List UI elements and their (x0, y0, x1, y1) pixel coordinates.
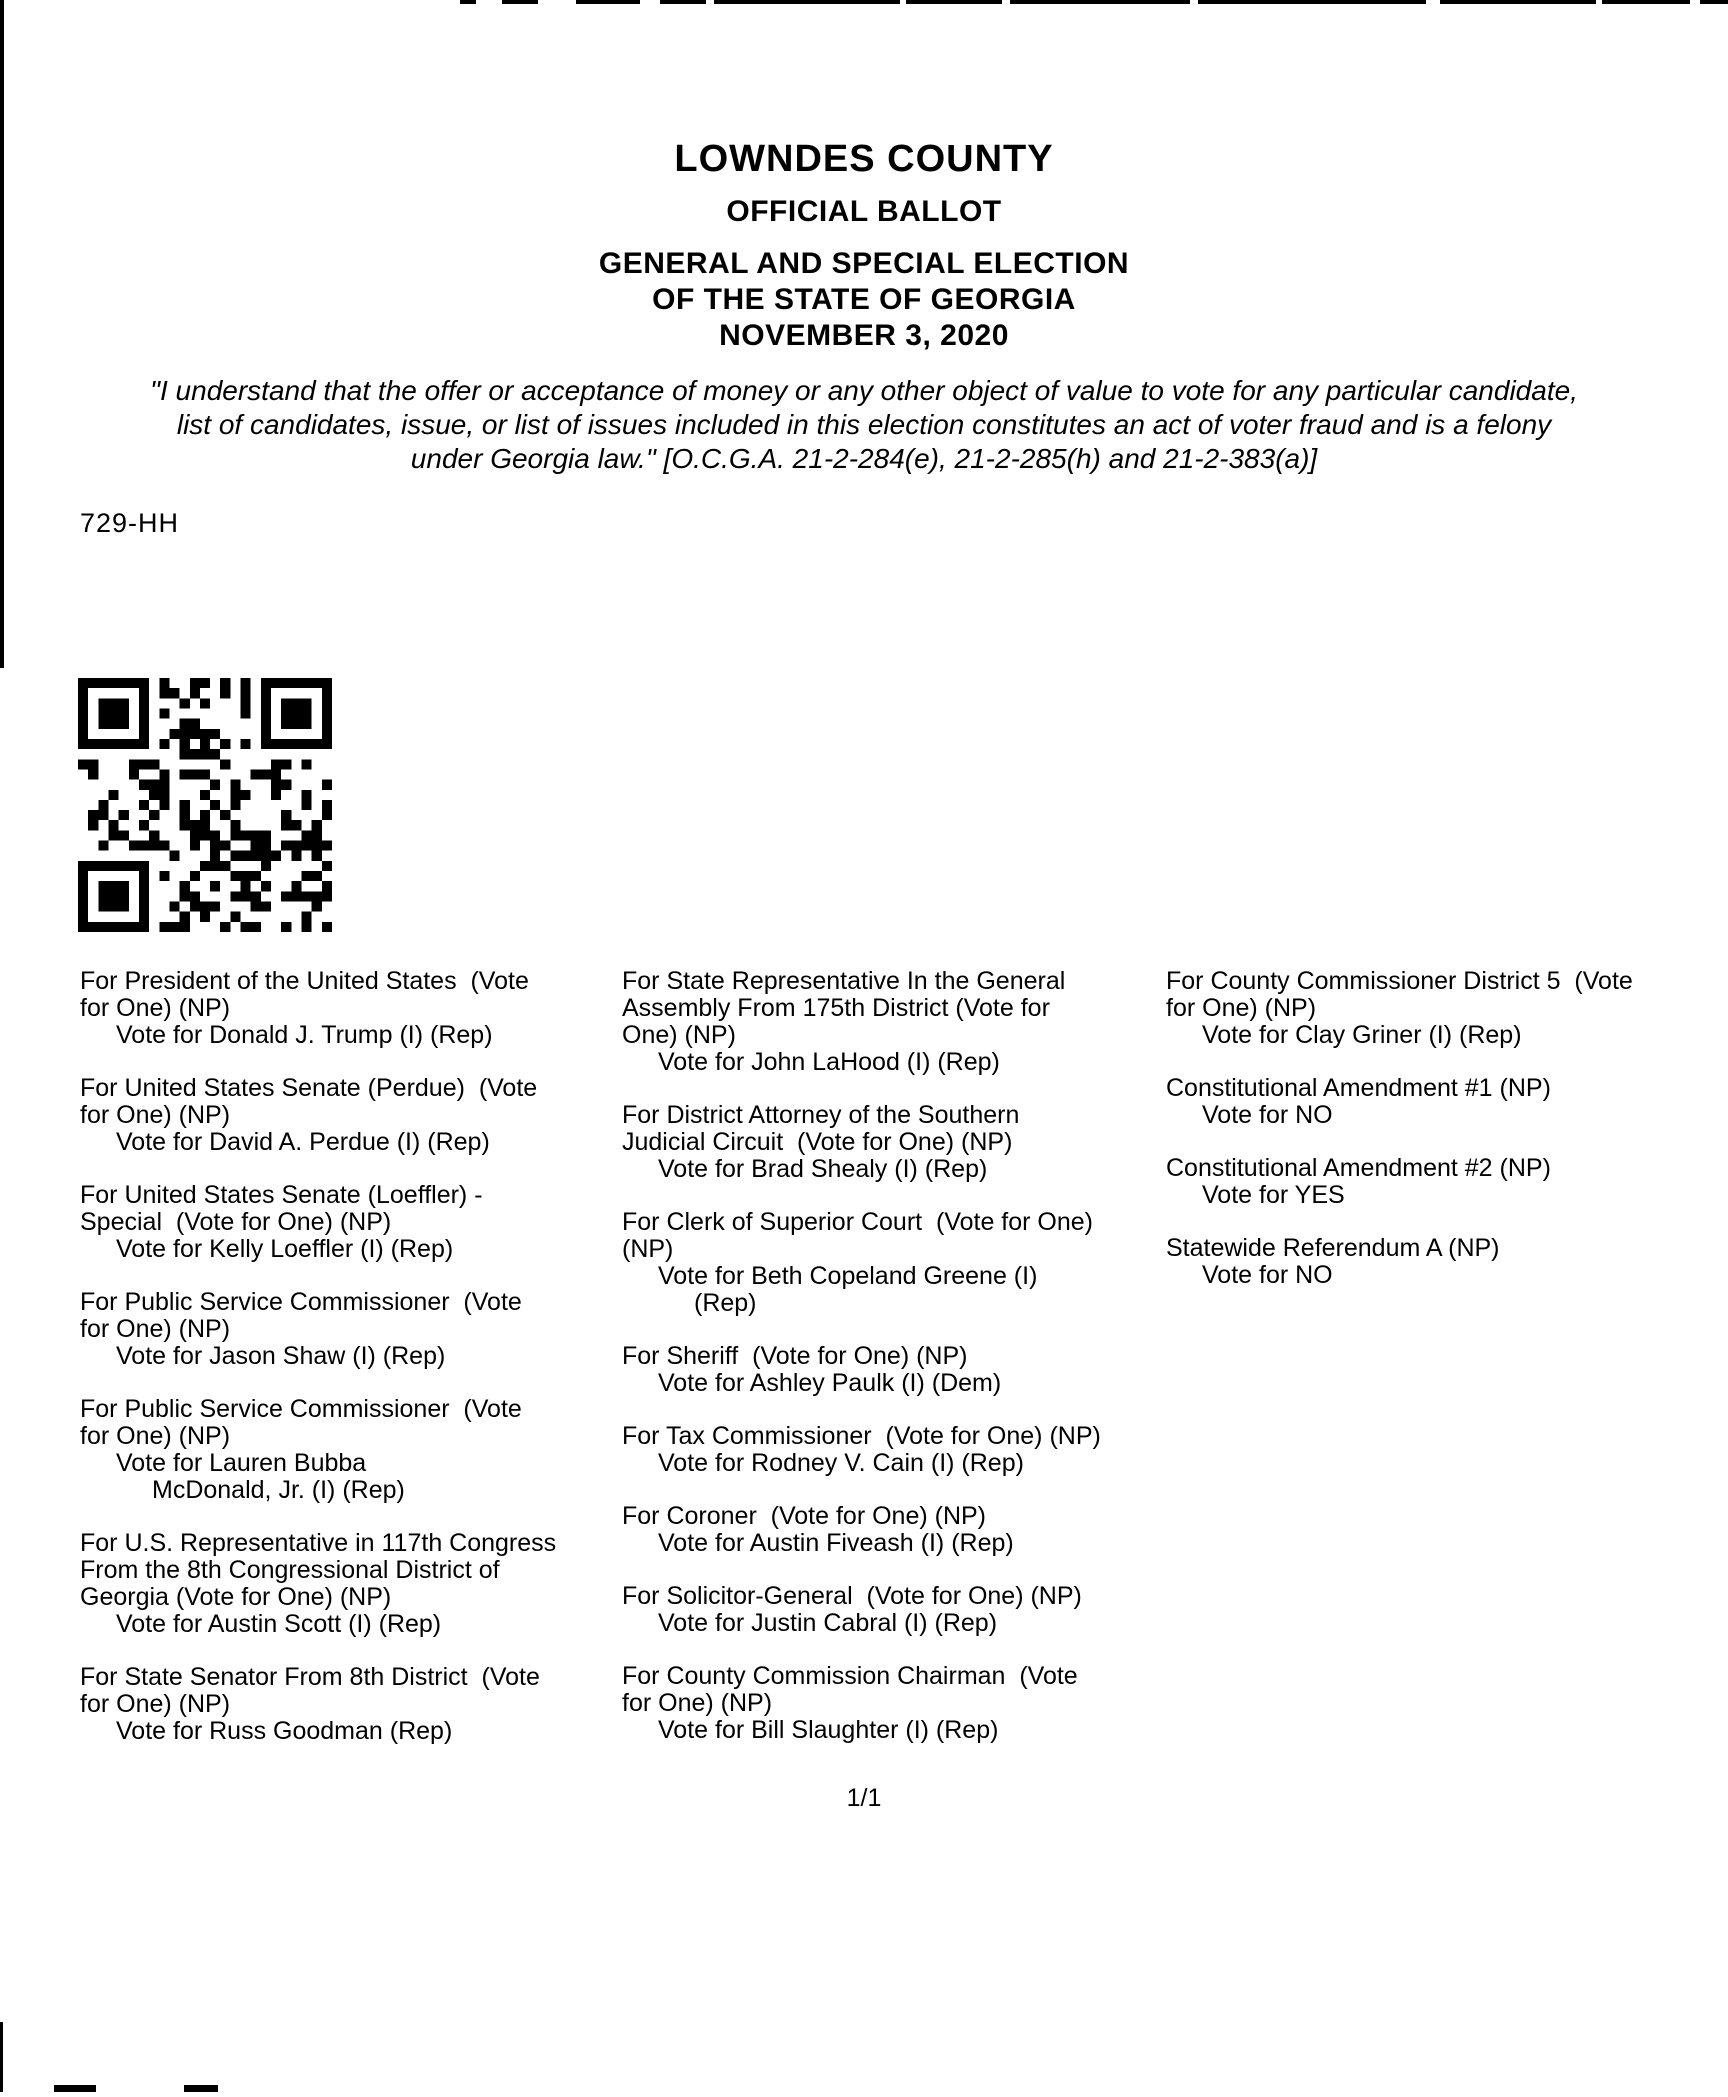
contest-title-line: For United States Senate (Loeffler) - (80, 1181, 483, 1209)
disclaimer-line: under Georgia law." [O.C.G.A. 21-2-284(e), 21-2-285(h) and 21-2-383(a)] (410, 443, 1318, 474)
contest-title-line: For State Senator From 8th District (Vote (80, 1663, 540, 1691)
election-title-line: NOVEMBER 3, 2020 (719, 319, 1009, 352)
contest-title-line: For Sheriff (Vote for One) (NP) (622, 1342, 968, 1370)
scan-artifact-left-edge-bottom (0, 2022, 3, 2092)
contest-title-line: Statewide Referendum A (NP) (1166, 1234, 1500, 1262)
contest-title-line: For State Representative In the General (622, 967, 1066, 995)
contest-title-line: For Tax Commissioner (Vote for One) (NP) (622, 1422, 1101, 1450)
contest (80, 1182, 625, 1263)
contest-title-line: For President of the United States (Vote (80, 967, 529, 995)
county-title: LOWNDES COUNTY (674, 138, 1054, 180)
ballot-header (0, 137, 1728, 354)
contest-title-line: For Public Service Commissioner (Vote (80, 1395, 522, 1423)
vote-selection-line: Vote for John LaHood (I) (Rep) (658, 1048, 1000, 1076)
contest-title-line: Constitutional Amendment #2 (NP) (1166, 1154, 1551, 1182)
disclaimer-line: "I understand that the offer or acceptance of money or any other object of value to vote for any particular candidate, (150, 375, 1578, 406)
contest-title-line: Assembly From 175th District (Vote for (622, 994, 1050, 1022)
contest-title-line: For Public Service Commissioner (Vote (80, 1288, 522, 1316)
contest (622, 1423, 1172, 1477)
vote-selection-line: Vote for David A. Perdue (I) (Rep) (116, 1128, 490, 1156)
contest-title-line: Georgia (Vote for One) (NP) (80, 1583, 392, 1611)
qr-code (78, 678, 332, 932)
vote-selection-line: Vote for Beth Copeland Greene (I) (658, 1262, 1038, 1290)
vote-selection-line: Vote for NO (1202, 1101, 1333, 1129)
contest-title-line: for One) (NP) (80, 1690, 231, 1718)
contest (622, 1102, 1172, 1183)
contest-title-line: for One) (NP) (80, 994, 231, 1022)
contest (80, 1075, 625, 1156)
scan-artifact-bottom-dash (184, 2085, 218, 2092)
contest-title-line: For County Commission Chairman (Vote (622, 1662, 1078, 1690)
contest-title-line: One) (NP) (622, 1021, 736, 1049)
contest-column-1 (80, 968, 625, 1771)
contest-title-line: For Clerk of Superior Court (Vote for One) (622, 1208, 1094, 1236)
contest-column-2 (622, 968, 1172, 1770)
contest-title-line: Special (Vote for One) (NP) (80, 1208, 392, 1236)
contest-title-line: From the 8th Congressional District of (80, 1556, 500, 1584)
contest (80, 968, 625, 1049)
vote-selection-line: Vote for Donald J. Trump (I) (Rep) (116, 1021, 493, 1049)
contest-title-line: for One) (NP) (1166, 994, 1317, 1022)
contest-title-line: For County Commissioner District 5 (Vote (1166, 967, 1633, 995)
ballot-type-title: OFFICIAL BALLOT (726, 195, 1002, 228)
scan-artifact-bottom-dash (54, 2085, 96, 2092)
vote-selection-line: Vote for Russ Goodman (Rep) (116, 1717, 453, 1745)
election-title-line: OF THE STATE OF GEORGIA (652, 283, 1076, 316)
contest-title-line: for One) (NP) (622, 1689, 773, 1717)
election-title-line: GENERAL AND SPECIAL ELECTION (598, 247, 1130, 280)
contest-title-line: For Solicitor-General (Vote for One) (NP) (622, 1582, 1082, 1610)
vote-selection-line: Vote for Rodney V. Cain (I) (Rep) (658, 1449, 1024, 1477)
vote-selection-line: McDonald, Jr. (I) (Rep) (152, 1476, 405, 1504)
contest (622, 1343, 1172, 1397)
contest-title-line: Constitutional Amendment #1 (NP) (1166, 1074, 1551, 1102)
vote-selection-line: Vote for Clay Griner (I) (Rep) (1202, 1021, 1522, 1049)
contest (1166, 1235, 1728, 1289)
contest (80, 1530, 625, 1638)
precinct-code: 729-HH (80, 508, 180, 538)
vote-selection-line: Vote for Kelly Loeffler (I) (Rep) (116, 1235, 454, 1263)
contest-title-line: for One) (NP) (80, 1422, 231, 1450)
contest-title-line: For District Attorney of the Southern (622, 1101, 1020, 1129)
contest (622, 1663, 1172, 1744)
vote-selection-line: Vote for Jason Shaw (I) (Rep) (116, 1342, 446, 1370)
vote-selection-line: Vote for Austin Scott (I) (Rep) (116, 1610, 442, 1638)
contest (80, 1396, 625, 1504)
vote-selection-line: Vote for Bill Slaughter (I) (Rep) (658, 1716, 999, 1744)
contest (622, 1503, 1172, 1557)
contest (622, 1583, 1172, 1637)
vote-selection-line: Vote for Justin Cabral (I) (Rep) (658, 1609, 998, 1637)
vote-selection-line: Vote for NO (1202, 1261, 1333, 1289)
contest (1166, 968, 1728, 1049)
disclaimer-line: list of candidates, issue, or list of issues included in this election constitutes an act of voter fraud and is a felony (176, 409, 1552, 440)
contest (1166, 1155, 1728, 1209)
contest-title-line: For Coroner (Vote for One) (NP) (622, 1502, 987, 1530)
vote-selection-line: Vote for Austin Fiveash (I) (Rep) (658, 1529, 1014, 1557)
contest (622, 968, 1172, 1076)
contest (80, 1289, 625, 1370)
contest-title-line: (NP) (622, 1235, 674, 1263)
contest-column-3 (1166, 968, 1728, 1315)
voter-fraud-disclaimer (0, 374, 1728, 476)
contest-title-line: for One) (NP) (80, 1101, 231, 1129)
vote-selection-line: Vote for Ashley Paulk (I) (Dem) (658, 1369, 1002, 1397)
contest (1166, 1075, 1728, 1129)
vote-selection-line: Vote for YES (1202, 1181, 1345, 1209)
page-number: 1/1 (846, 1784, 882, 1812)
contest (622, 1209, 1172, 1317)
vote-selection-line: Vote for Brad Shealy (I) (Rep) (658, 1155, 988, 1183)
vote-selection-line: (Rep) (694, 1289, 757, 1317)
vote-selection-line: Vote for Lauren Bubba (116, 1449, 367, 1477)
contest-title-line: For U.S. Representative in 117th Congress (80, 1529, 557, 1557)
contest-title-line: for One) (NP) (80, 1315, 231, 1343)
contest-title-line: Judicial Circuit (Vote for One) (NP) (622, 1128, 1013, 1156)
election-title (0, 246, 1728, 354)
scan-artifact-top-edge (0, 0, 1728, 6)
contest (80, 1664, 625, 1745)
contest-title-line: For United States Senate (Perdue) (Vote (80, 1074, 538, 1102)
